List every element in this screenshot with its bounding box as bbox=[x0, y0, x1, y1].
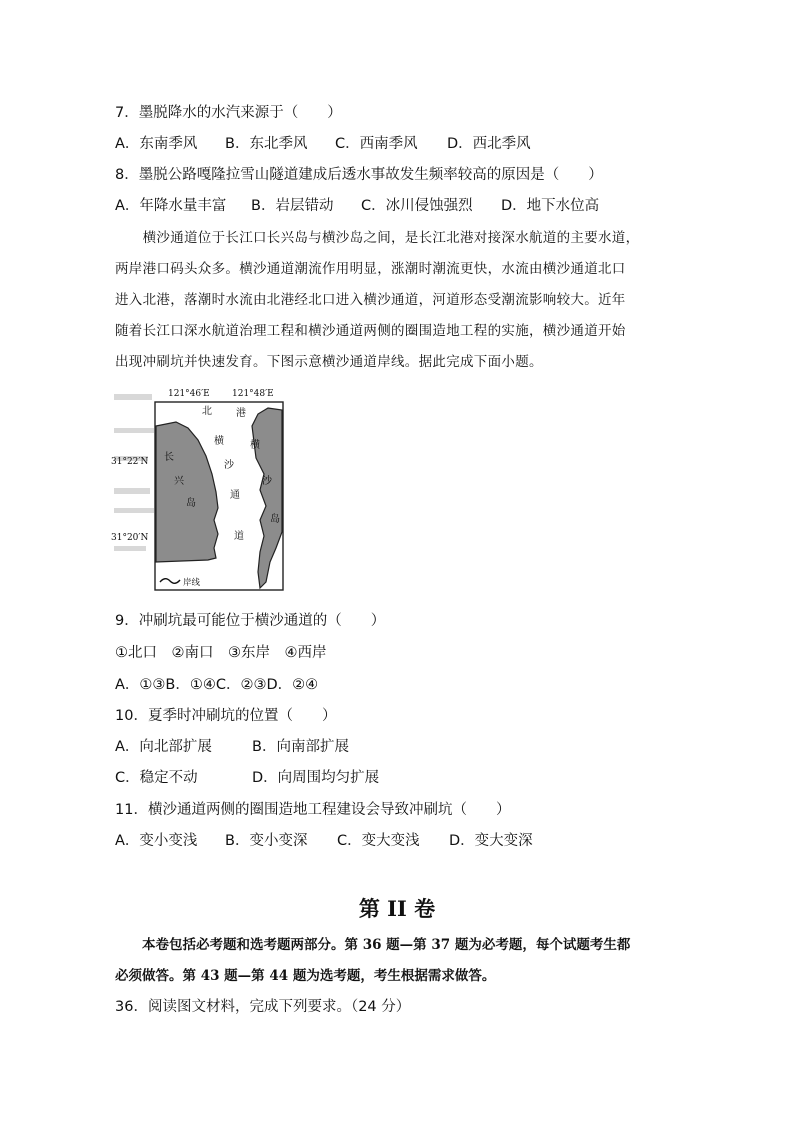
label-gang: 港 bbox=[236, 408, 246, 419]
changxing-label-3: 岛 bbox=[186, 498, 196, 509]
passage-line-2: 两岸港口码头众多。横沙通道潮流作用明显，涨潮时潮流更快，水流由横沙通道北口 bbox=[115, 261, 626, 277]
q10-stem: 10．夏季时冲刷坑的位置（ ） bbox=[115, 708, 337, 724]
lon-right-label: 121°48′E bbox=[232, 389, 274, 399]
channel-label-2: 沙 bbox=[224, 460, 234, 471]
q8-option-b: B．岩层错动 bbox=[251, 198, 334, 214]
q9-stem: 9．冲刷坑最可能位于横沙通道的（ ） bbox=[115, 613, 386, 629]
q9-items: ①北口 ②南口 ③东岸 ④西岸 bbox=[115, 645, 327, 661]
section-ii-intro-2: 必须做答。第 43 题—第 44 题为选考题，考生根据需求做答。 bbox=[115, 968, 496, 984]
q10-options-row-1 bbox=[115, 737, 349, 757]
hengsha-label-2: 沙 bbox=[262, 476, 272, 487]
section-ii-title: 第 II 卷 bbox=[358, 896, 436, 921]
hengsha-label-3: 岛 bbox=[270, 514, 280, 525]
q10-option-c: C．稳定不动 bbox=[115, 770, 198, 786]
channel-label-3: 通 bbox=[230, 490, 240, 501]
q10-options-row-2 bbox=[115, 768, 379, 788]
q10-option-a: A．向北部扩展 bbox=[115, 739, 212, 755]
q11-option-a: A．变小变浅 bbox=[115, 833, 198, 849]
q10-option-d: D．向周围均匀扩展 bbox=[252, 770, 380, 786]
passage-line-5: 出现冲刷坑并快速发育。下图示意横沙通道岸线。据此完成下面小题。 bbox=[115, 354, 543, 370]
q7-option-c: C．西南季风 bbox=[335, 136, 418, 152]
q36-stem: 36．阅读图文材料，完成下列要求。（24 分） bbox=[115, 999, 411, 1015]
q10-option-b: B．向南部扩展 bbox=[252, 739, 349, 755]
q11-options bbox=[115, 831, 533, 851]
lat-top-label: 31°22′N bbox=[111, 457, 149, 467]
q7-stem: 7．墨脱降水的水汽来源于（ ） bbox=[115, 105, 342, 121]
q9-options: A．①③B．①④C．②③D．②④ bbox=[115, 677, 319, 693]
section-ii-intro-1: 本卷包括必考题和选考题两部分。第 36 题—第 37 题为必考题，每个试题考生都 bbox=[115, 937, 631, 953]
passage-line-3: 进入北港，落潮时水流由北港经北口进入横沙通道，河道形态受潮流影响较大。近年 bbox=[115, 292, 626, 308]
changxing-label-2: 兴 bbox=[174, 476, 184, 487]
q8-option-d: D．地下水位高 bbox=[501, 198, 600, 214]
label-bei: 北 bbox=[202, 406, 212, 417]
lat-bottom-label: 31°20′N bbox=[111, 533, 149, 543]
q7-option-b: B．东北季风 bbox=[225, 136, 308, 152]
passage-line-1: 横沙通道位于长江口长兴岛与横沙岛之间，是长江北港对接深水航道的主要水道， bbox=[115, 230, 640, 246]
channel-label-1: 横 bbox=[214, 436, 224, 447]
coastline-legend-label: 岸线 bbox=[183, 578, 201, 588]
lon-left-label: 121°46′E bbox=[168, 389, 210, 399]
passage-line-4: 随着长江口深水航道治理工程和横沙通道两侧的圈围造地工程的实施，横沙通道开始 bbox=[115, 323, 626, 339]
q7-options bbox=[115, 134, 531, 154]
q7-option-a: A．东南季风 bbox=[115, 136, 198, 152]
q11-option-c: C．变大变浅 bbox=[337, 833, 420, 849]
channel-label-4: 道 bbox=[234, 531, 244, 542]
hengsha-channel-map bbox=[110, 382, 295, 594]
hengsha-label-1: 横 bbox=[250, 440, 260, 451]
q11-option-b: B．变小变深 bbox=[225, 833, 308, 849]
q8-option-c: C．冰川侵蚀强烈 bbox=[361, 198, 473, 214]
q8-option-a: A．年降水量丰富 bbox=[115, 198, 227, 214]
q8-stem: 8．墨脱公路嘎隆拉雪山隧道建成后透水事故发生频率较高的原因是（ ） bbox=[115, 167, 603, 183]
changxing-label-1: 长 bbox=[164, 452, 174, 463]
q11-option-d: D．变大变深 bbox=[449, 833, 533, 849]
q7-option-d: D．西北季风 bbox=[447, 136, 531, 152]
q11-stem: 11．横沙通道两侧的圈围造地工程建设会导致冲刷坑（ ） bbox=[115, 802, 511, 818]
q8-options bbox=[115, 196, 599, 216]
scan-noise bbox=[114, 394, 154, 551]
